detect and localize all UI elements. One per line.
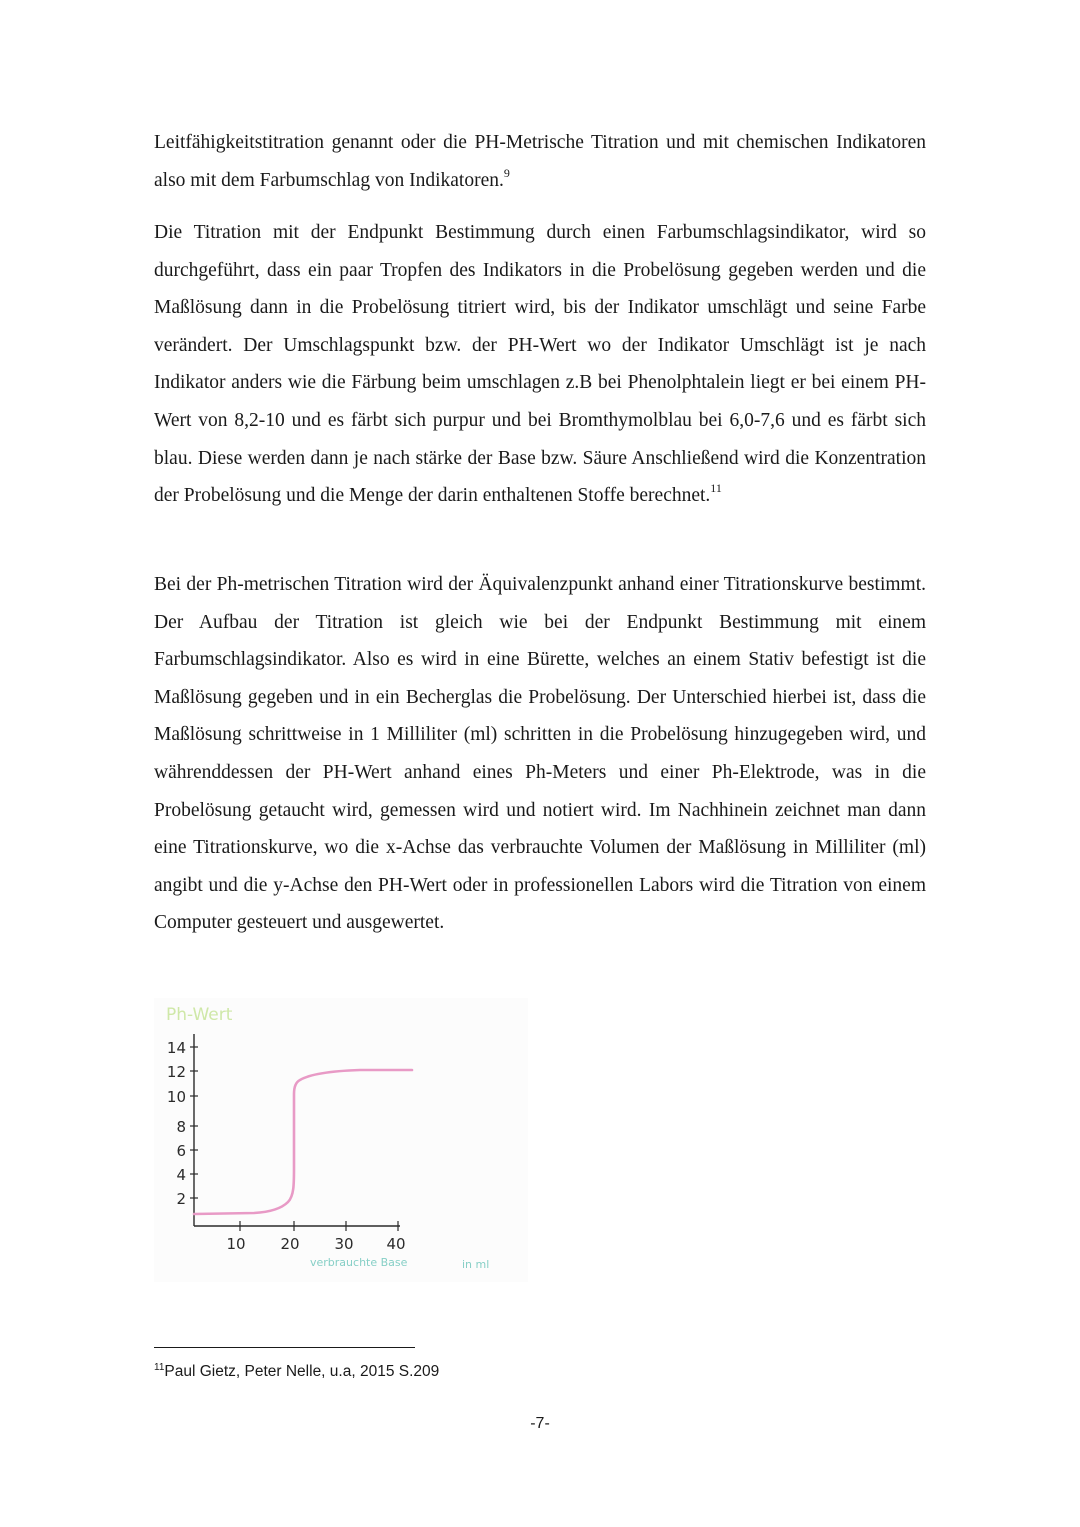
y-tick-label: 6 — [176, 1142, 186, 1160]
y-tick-label: 12 — [166, 1063, 186, 1081]
x-tick-label: 10 — [226, 1235, 246, 1253]
footnote-number: 11 — [154, 1362, 165, 1373]
paragraph-1: Leitfähigkeitstitration genannt oder die PH-Metrische Titration und mit chemischen Indikatoren also mit dem Farbumschlag von Indikatoren.$^9$ — [154, 132, 926, 191]
paragraph-3: Bei der Ph-metrischen Titration wird der Äquivalenzpunkt anhand einer Titrationskurve bestimmt. Der Aufbau der Titration ist gleich wie bei der Endpunkt Bestimmung mit einem Farbumschlagsindikator. Also es wird in eine Bürette, welches an einem Stativ befestigt ist die Maßlösung gegeben und in ein Becherglas die Probelösung. Der Unterschied hierbei ist, dass die Maßlösung schrittweise in 1 Milliliter (ml) schritten in die Probelösung hinzugegeben wird, und währenddessen der PH-Wert anhand eines Ph-Meters und einer Ph-Elektrode, was in die Probelösung getaucht wird, gemessen wird und notiert wird. Im Nachhinein zeichnet man dann eine Titrationskurve, wo die x-Achse das verbrauchte Volumen der Maßlösung in Milliliter (ml) angibt und die y-Achse den PH-Wert oder in professionellen Labors wird die Titration von einem Computer gesteuert und ausgewertet. — [154, 574, 926, 934]
y-tick-label: 8 — [176, 1118, 186, 1136]
y-tick-label: 2 — [176, 1190, 186, 1208]
titration-curve-line — [194, 1070, 412, 1214]
footnote — [154, 1363, 439, 1381]
footnote-ref: 9 — [503, 165, 510, 180]
y-tick-label: 10 — [166, 1088, 186, 1106]
y-tick-label: 4 — [176, 1166, 186, 1184]
x-tick-labels — [226, 1235, 405, 1253]
x-axis-label: verbrauchte Base — [310, 1256, 408, 1269]
page-number: -7- — [530, 1415, 550, 1432]
footnote-text: Paul Gietz, Peter Nelle, u.a, 2015 S.209 — [164, 1363, 440, 1380]
y-tick-labels — [167, 1039, 186, 1208]
paragraph-2: Die Titration mit der Endpunkt Bestimmung durch einen Farbumschlagsindikator, wird so durchgeführt, dass ein paar Tropfen des Indikators in die Probelösung gegeben werden und die Maßlösung dann in die Probelösung titriert wird, bis der Indikator umschlägt und seine Farbe verändert. Der Umschlagspunkt bzw. der PH-Wert wo der Indikator Umschlägt ist je nach Indikator anders wie die Färbung beim umschlagen z.B bei Phenolphtalein liegt er bei einem PH-Wert von 8,2-10 und es färbt sich purpur und bei Bromthymolblau bei 6,0-7,6 und es färbt sich blau. Diese werden dann je nach stärke der Base bzw. Säure Anschließend wird die Konzentration der Probelösung und die Menge der darin enthaltenen Stoffe berechnet.$^{11}$ — [154, 222, 926, 507]
x-tick-label: 30 — [334, 1235, 354, 1253]
titration-curve-svg — [154, 998, 528, 1282]
x-tick-label: 40 — [386, 1235, 406, 1253]
x-axis-unit-label: in ml — [462, 1258, 490, 1271]
y-axis-label: Ph-Wert — [166, 1005, 233, 1025]
y-tick-label: 14 — [166, 1039, 186, 1057]
footnote-ref: 11 — [710, 481, 722, 496]
x-tick-label: 20 — [280, 1235, 300, 1253]
titration-curve-sketch — [154, 998, 528, 1282]
footnote-separator — [154, 1347, 415, 1348]
